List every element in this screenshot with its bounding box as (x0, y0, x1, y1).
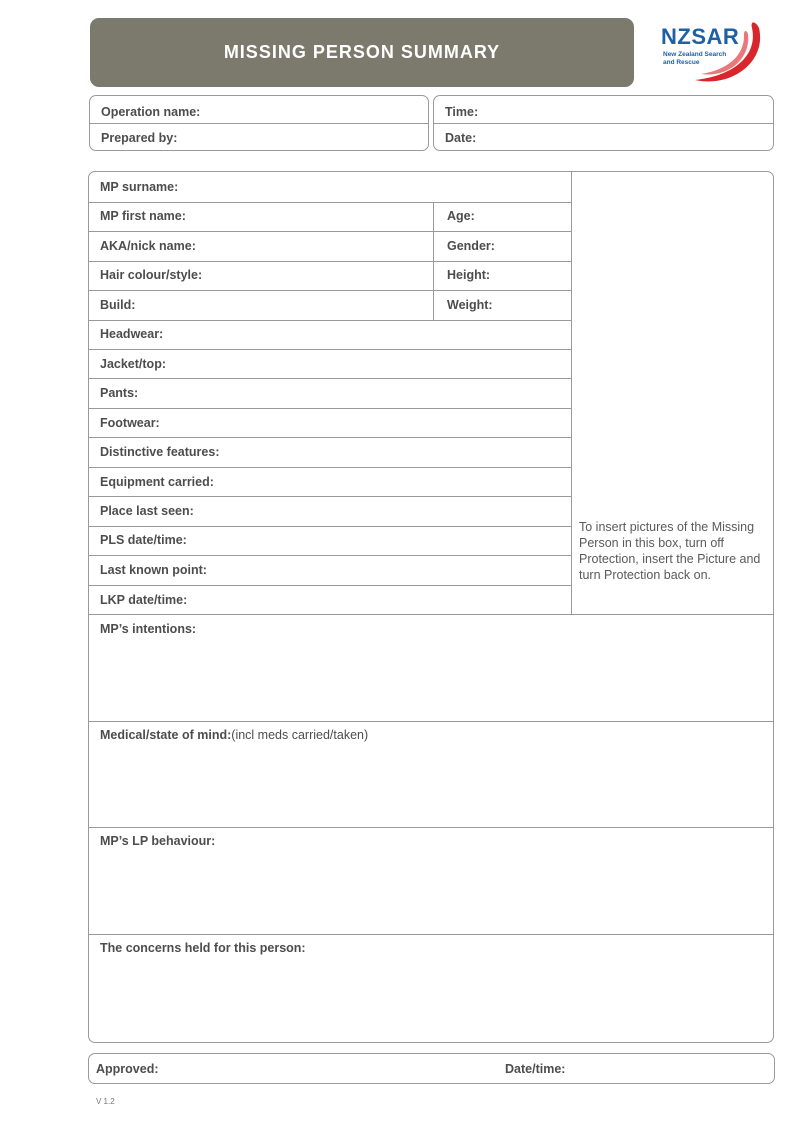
age-field[interactable]: Age: (447, 209, 475, 223)
version-label: V 1.2 (96, 1097, 115, 1106)
approved-field[interactable]: Approved: (96, 1062, 159, 1076)
divider (89, 585, 572, 586)
divider (89, 378, 572, 379)
headwear-field[interactable]: Headwear: (100, 327, 164, 341)
nzsar-logo (655, 18, 770, 88)
divider (89, 496, 572, 497)
height-field[interactable]: Height: (447, 268, 491, 282)
operation-box (89, 95, 429, 151)
medical-sublabel: (incl meds carried/taken) (231, 728, 369, 742)
divider (89, 349, 572, 350)
approval-box (88, 1053, 775, 1084)
divider (89, 202, 572, 203)
medical-state-of-mind-field[interactable] (100, 728, 368, 742)
medical-label: Medical/state of mind: (100, 728, 232, 742)
jacket-field[interactable]: Jacket/top: (100, 357, 166, 371)
divider (89, 320, 572, 321)
photo-area-note[interactable] (579, 519, 769, 583)
divider (89, 467, 572, 468)
weight-field[interactable]: Weight: (447, 298, 493, 312)
place-last-seen-field[interactable]: Place last seen: (100, 504, 194, 518)
footwear-field[interactable]: Footwear: (100, 416, 160, 430)
prepared-by-field[interactable]: Prepared by: (101, 131, 178, 145)
divider (89, 231, 572, 232)
pants-field[interactable]: Pants: (100, 386, 139, 400)
photo-note-line3: Protection, insert the Picture and (579, 552, 761, 566)
logo-subtitle-line2: and Rescue (663, 59, 700, 66)
last-known-point-field[interactable]: Last known point: (100, 563, 207, 577)
divider (89, 827, 773, 828)
divider (90, 123, 428, 124)
photo-note-line4: turn Protection back on. (579, 568, 712, 582)
divider (89, 261, 572, 262)
divider (89, 437, 572, 438)
time-field[interactable]: Time: (445, 105, 479, 119)
missing-person-details-box (88, 171, 774, 1043)
pls-datetime-field[interactable]: PLS date/time: (100, 533, 187, 547)
gender-field[interactable]: Gender: (447, 239, 495, 253)
page-title: MISSING PERSON SUMMARY (223, 42, 501, 62)
hair-field[interactable]: Hair colour/style: (100, 268, 203, 282)
operation-name-field[interactable]: Operation name: (101, 105, 201, 119)
divider (89, 614, 773, 615)
logo-subtitle (663, 51, 743, 67)
build-field[interactable]: Build: (100, 298, 136, 312)
divider (434, 123, 773, 124)
divider (89, 934, 773, 935)
photo-note-line1: To insert pictures of the Missing (579, 520, 755, 534)
divider (89, 721, 773, 722)
concerns-field[interactable]: The concerns held for this person: (100, 941, 306, 955)
divider (89, 526, 572, 527)
lkp-datetime-field[interactable]: LKP date/time: (100, 593, 188, 607)
approval-datetime-field[interactable]: Date/time: (505, 1062, 566, 1076)
photo-note-line2: Person in this box, turn off (579, 536, 724, 550)
photo-divider (571, 172, 572, 614)
mp-intentions-field[interactable]: MP’s intentions: (100, 622, 197, 636)
divider (89, 290, 572, 291)
distinctive-features-field[interactable]: Distinctive features: (100, 445, 220, 459)
logo-subtitle-line1: New Zealand Search (663, 51, 727, 58)
equipment-carried-field[interactable]: Equipment carried: (100, 475, 214, 489)
mp-first-name-field[interactable]: MP first name: (100, 209, 186, 223)
lp-behaviour-field[interactable]: MP’s LP behaviour: (100, 834, 216, 848)
mp-surname-field[interactable]: MP surname: (100, 180, 179, 194)
aka-field[interactable]: AKA/nick name: (100, 239, 196, 253)
divider (89, 555, 572, 556)
logo-text: NZSAR (661, 24, 740, 49)
date-field[interactable]: Date: (445, 131, 477, 145)
title-bar (90, 18, 634, 87)
divider (89, 408, 572, 409)
time-date-box (433, 95, 774, 151)
